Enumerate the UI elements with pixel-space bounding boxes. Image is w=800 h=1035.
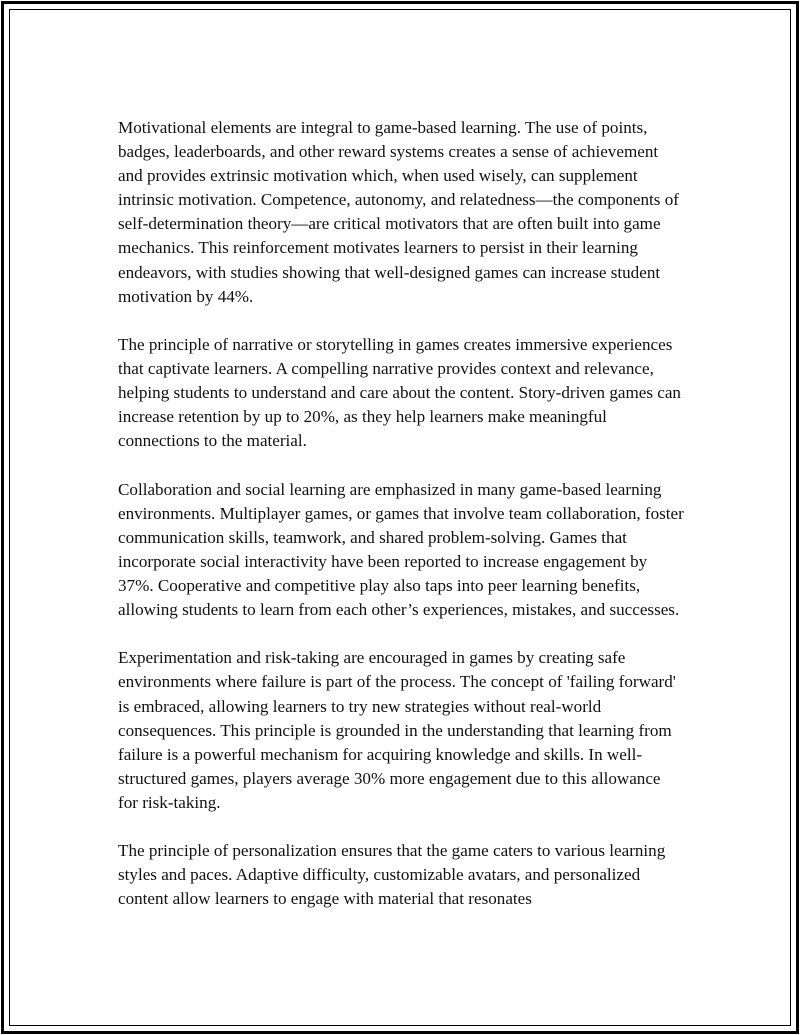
paragraph-collaboration: Collaboration and social learning are emphasized in many game-based learning environments. Multiplayer games, or games that involve team collaboration, foster communication skills, teamwork, and shared problem-solving. Games that incorporate social interactivity have been reported to increase engagement by 37%. Cooperative and competitive play also taps into peer learning benefits, allowing students to learn from each other’s experiences, mistakes, and successes.: [118, 479, 684, 620]
paragraph-motivational-elements: Motivational elements are integral to game-based learning. The use of points, badges, leaderboards, and other reward systems creates a sense of achievement and provides extrinsic motivation which, when used wisely, can supplement intrinsic motivation. Competence, autonomy, and relatedness—the components of self-determination theory—are critical motivators that are often built into game mechanics. This reinforcement motivates learners to persist in their learning endeavors, with studies showing that well-designed games can increase student motivation by 44%.: [118, 118, 679, 306]
paragraph-narrative: The principle of narrative or storytelling in games creates immersive experiences that captivate learners. A compelling narrative provides context and relevance, helping students to understand and care about the content. Story-driven games can increase retention by up to 20%, as they help learners make meaningful connections to the material.: [118, 334, 681, 451]
paragraph-experimentation: Experimentation and risk-taking are encouraged in games by creating safe environments where failure is part of the process. The concept of 'failing forward' is embraced, allowing learners to try new strategies without real-world consequences. This principle is grounded in the understanding that learning from failure is a powerful mechanism for acquiring knowledge and skills. In well-structured games, players average 30% more engagement due to this allowance for risk-taking.: [118, 648, 676, 812]
document-body: [118, 116, 684, 936]
paragraph-personalization: The principle of personalization ensures that the game caters to various learning styles and paces. Adaptive difficulty, customizable avatars, and personalized content allow learners to engage with material that resonates: [118, 841, 666, 909]
